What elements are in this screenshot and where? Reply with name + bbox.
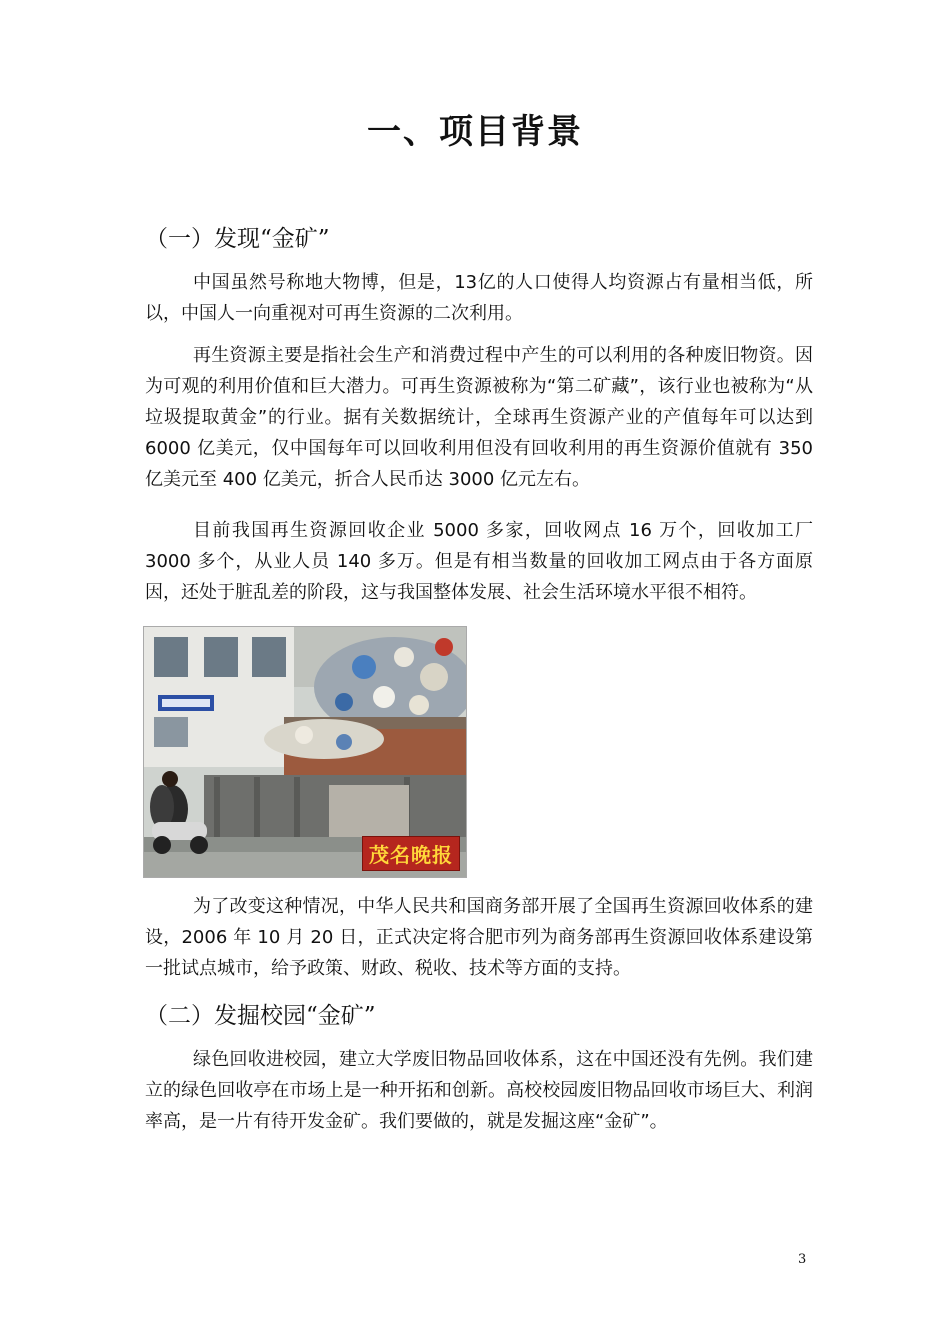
page-number: 3 — [798, 1252, 807, 1267]
paragraph-1: 中国虽然号称地大物博，但是，13亿的人口使得人均资源占有量相当低，所以，中国人一向重视对可再生资源的二次利用。 — [145, 272, 813, 324]
newspaper-watermark: 茂名晚报 — [362, 836, 460, 871]
section-heading-2: （二）发掘校园“金矿” — [145, 1003, 376, 1029]
paragraph-2: 再生资源主要是指社会生产和消费过程中产生的可以利用的各种废旧物资。因为可观的利用价值和巨大潜力。可再生资源被称为“第二矿藏”，该行业也被称为“从垃圾提取黄金”的行业。据有关数据统计，全球再生资源产业的产值每年可以达到 6000 亿美元，仅中国每年可以回收利用但没有回收利用的再生资源价值就有 350 亿美元至 400 亿美元，折合人民币达 3000 亿元左右。 — [145, 345, 813, 490]
section-heading-1: （一）发现“金矿” — [145, 226, 330, 252]
page-title: 一、项目背景 — [367, 112, 583, 152]
paragraph-3: 目前我国再生资源回收企业 5000 多家，回收网点 16 万个，回收加工厂 3000 多个，从业人员 140 多万。但是有相当数量的回收加工网点由于各方面原因，还处于脏乱差的阶段，这与我国整体发展、社会生活环境水平很不相符。 — [145, 520, 813, 603]
paragraph-4: 为了改变这种情况，中华人民共和国商务部开展了全国再生资源回收体系的建设，2006 年 10 月 20 日，正式决定将合肥市列为商务部再生资源回收体系建设第一批试点城市，给予政策、财政、税收、技术等方面的支持。 — [145, 896, 813, 979]
paragraph-5: 绿色回收进校园，建立大学废旧物品回收体系，这在中国还没有先例。我们建立的绿色回收亭在市场上是一种开拓和创新。高校校园废旧物品回收市场巨大、利润率高，是一片有待开发金矿。我们要做的，就是发掘这座“金矿”。 — [145, 1049, 813, 1132]
recycling-site-photo — [143, 626, 467, 878]
